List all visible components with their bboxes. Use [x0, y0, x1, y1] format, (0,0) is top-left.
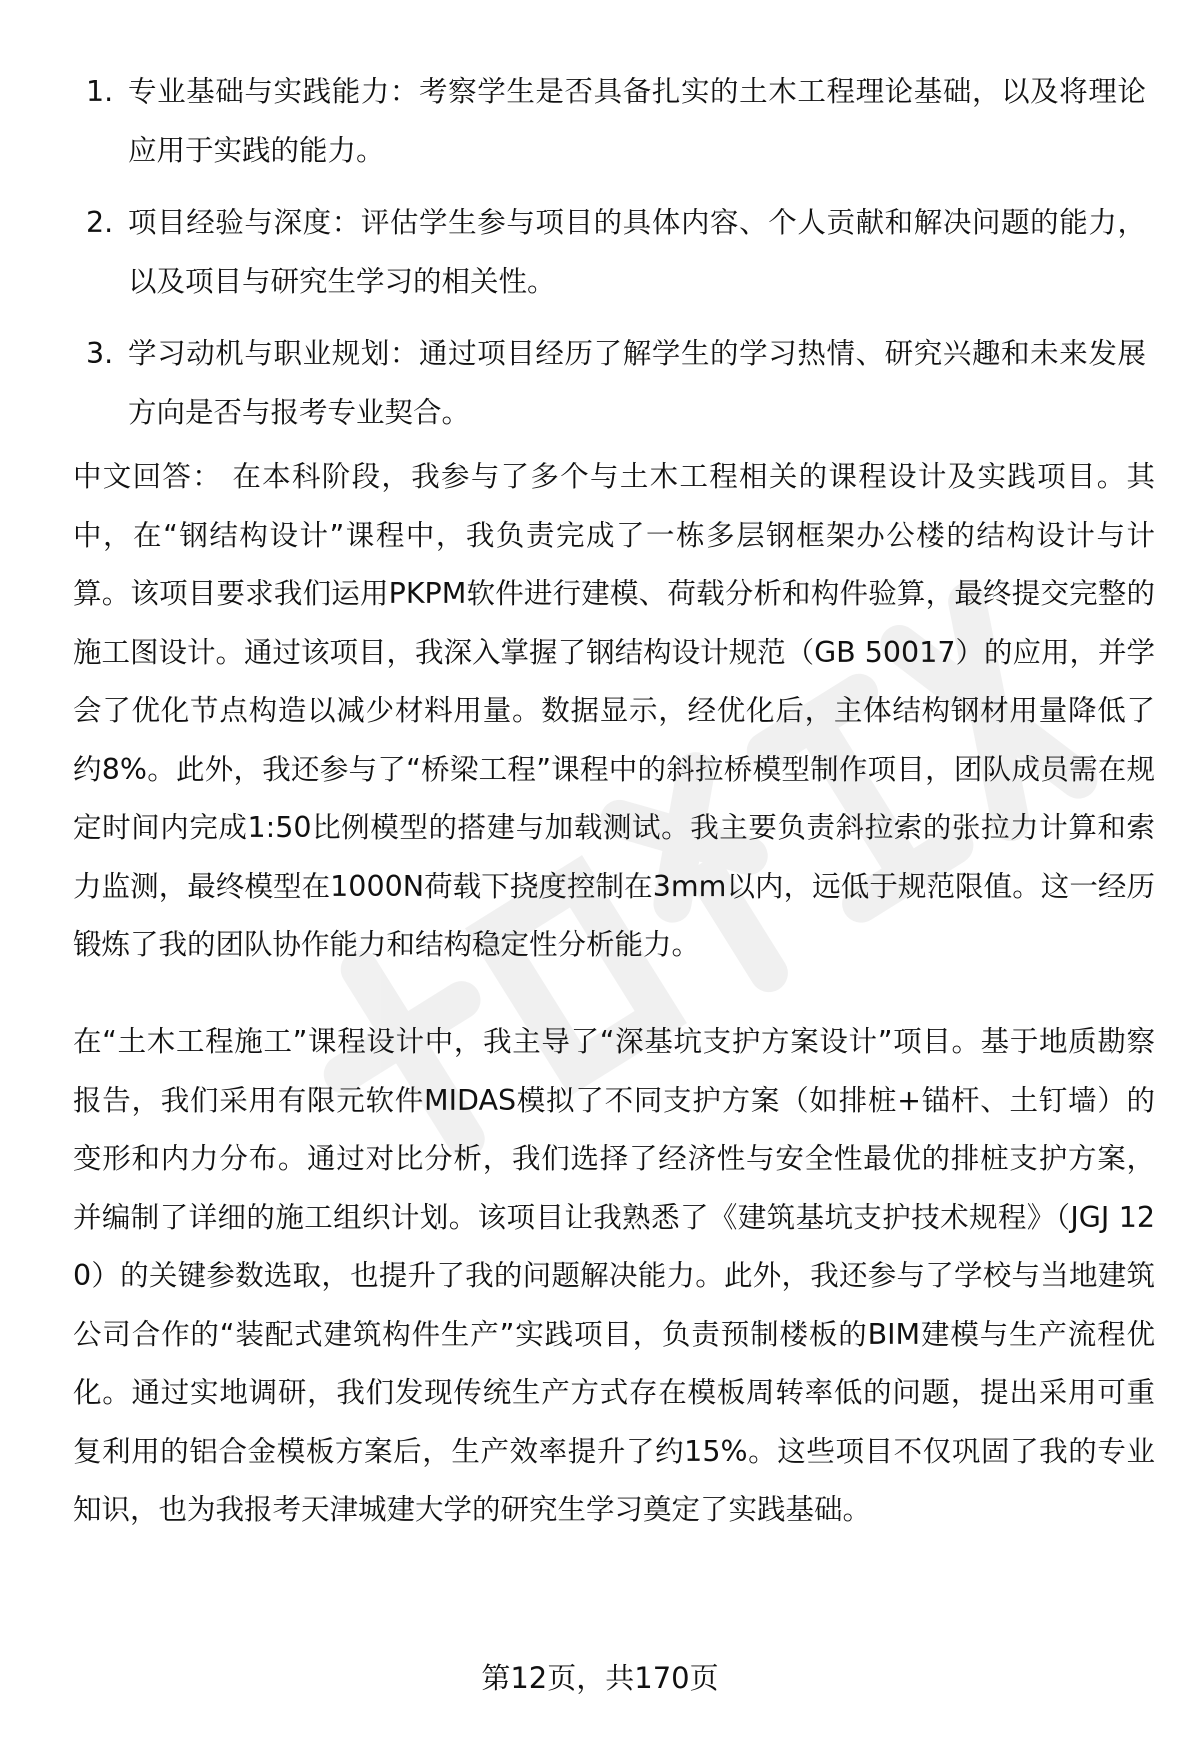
answer-paragraph-1: 中文回答： 在本科阶段，我参与了多个与土木工程相关的课程设计及实践项目。其中，在“钢结构设计”课程中，我负责完成了一栋多层钢框架办公楼的结构设计与计算。该项目要求我们运用PKPM软件进行建模、荷载分析和构件验算，最终提交完整的施工图设计。通过该项目，我深入掌握了钢结构设计规范（GB 50017）的应用，并学会了优化节点构造以减少材料用量。数据显示，经优化后，主体结构钢材用量降低了约8%。此外，我还参与了“桥梁工程”课程中的斜拉桥模型制作项目，团队成员需在规定时间内完成1:50比例模型的搭建与加载测试。我主要负责斜拉索的张拉力计算和索力监测，最终模型在1000N荷载下挠度控制在3mm以内，远低于规范限值。这一经历锻炼了我的团队协作能力和结构稳定性分析能力。	[73, 460, 1155, 961]
list-item	[86, 62, 1146, 180]
list-text: 专业基础与实践能力：考察学生是否具备扎实的土木工程理论基础，以及将理论应用于实践的能力。	[128, 75, 1146, 167]
list-text: 项目经验与深度：评估学生参与项目的具体内容、个人贡献和解决问题的能力，以及项目与研究生学习的相关性。	[128, 206, 1146, 298]
list-item	[86, 324, 1146, 442]
list-number: 3.	[86, 337, 114, 370]
list-number: 1.	[86, 75, 114, 108]
criteria-list	[86, 62, 1146, 455]
page-footer: 第12页，共170页	[481, 1661, 719, 1695]
answer-paragraph-2: 在“土木工程施工”课程设计中，我主导了“深基坑支护方案设计”项目。基于地质勘察报告，我们采用有限元软件MIDAS模拟了不同支护方案（如排桩+锚杆、土钉墙）的变形和内力分布。通过对比分析，我们选择了经济性与安全性最优的排桩支护方案，并编制了详细的施工组织计划。该项目让我熟悉了《建筑基坑支护技术规程》（JGJ 120）的关键参数选取，也提升了我的问题解决能力。此外，我还参与了学校与当地建筑公司合作的“装配式建筑构件生产”实践项目，负责预制楼板的BIM建模与生产流程优化。通过实地调研，我们发现传统生产方式存在模板周转率低的问题，提出采用可重复利用的铝合金模板方案后，生产效率提升了约15%。这些项目不仅巩固了我的专业知识，也为我报考天津城建大学的研究生学习奠定了实践基础。	[73, 1025, 1155, 1526]
list-number: 2.	[86, 206, 114, 239]
list-text: 学习动机与职业规划：通过项目经历了解学生的学习热情、研究兴趣和未来发展方向是否与报考专业契合。	[128, 337, 1146, 429]
list-item	[86, 193, 1146, 311]
